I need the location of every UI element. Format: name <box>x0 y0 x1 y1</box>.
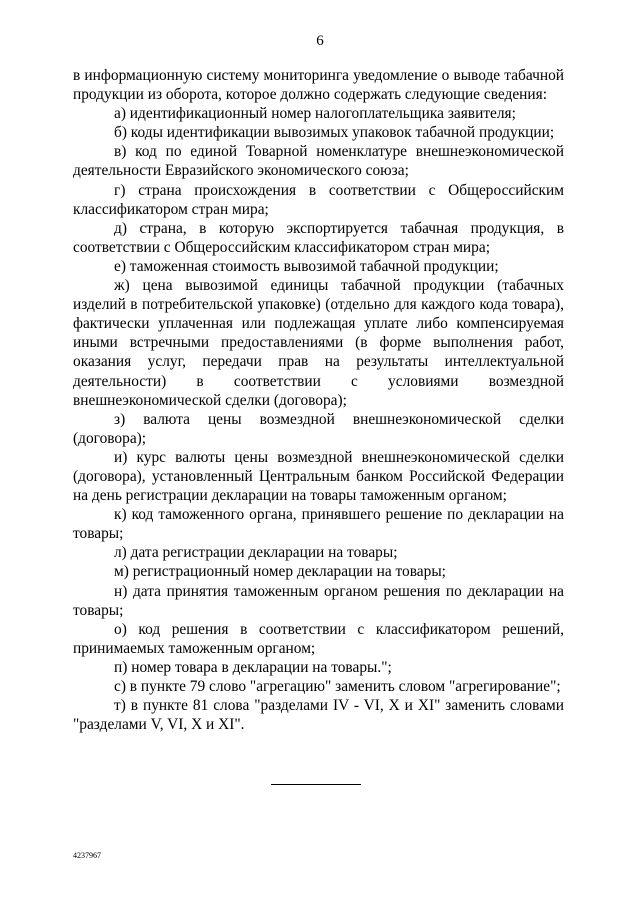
list-item-l: л) дата регистрации декларации на товары; <box>114 544 398 562</box>
list-item-zh: ж) цена вывозимой единицы табачной продукции (табачных изделий в потребительской упаковке) (отдельно для каждого кода товара), фактически уплаченная или подлежащая уплате либо компенсируемая иными встречными предоставлениями (в форме выполнения работ, оказания услуг, передачи прав на результаты интеллектуальной деятельности) в соответствии с условиями возмездной внешнеэкономической сделки (договора); <box>73 277 564 409</box>
document-body <box>73 66 564 734</box>
list-item-p: п) номер товара в декларации на товары."; <box>114 658 392 676</box>
list-item-a: а) идентификационный номер налогоплательщика заявителя; <box>114 105 516 123</box>
list-item-m: м) регистрационный номер декларации на товары; <box>114 563 446 581</box>
list-item-o: о) код решения в соответствии с классификатором решений, принимаемых таможенным органом; <box>73 620 564 657</box>
list-item-s: с) в пункте 79 слово "агрегацию" заменить словом "агрегирование"; <box>114 678 561 695</box>
list-item-b: б) коды идентификации вывозимых упаковок табачной продукции; <box>114 124 555 142</box>
list-item-i: и) курс валюты цены возмездной внешнеэкономической сделки (договора), установленный Центральным банком Российской Федерации на день регистрации декларации на товары таможенным органом; <box>73 448 564 505</box>
list-item-v: в) код по единой Товарной номенклатуре внешнеэкономической деятельности Евразийского экономического союза; <box>73 143 564 180</box>
list-item-z: з) валюта цены возмездной внешнеэкономической сделки (договора); <box>73 410 564 447</box>
document-code: 4237967 <box>73 851 101 860</box>
list-item-n: н) дата принятия таможенным органом решения по декларации на товары; <box>73 582 564 619</box>
list-item-g: г) страна происхождения в соответствии с Общероссийским классификатором стран мира; <box>73 181 564 218</box>
list-item-k: к) код таможенного органа, принявшего решение по декларации на товары; <box>73 506 564 543</box>
end-separator-line <box>271 784 361 785</box>
page-number: 6 <box>316 33 324 49</box>
list-item-d: д) страна, в которую экспортируется табачная продукция, в соответствии с Общероссийским классификатором стран мира; <box>73 219 564 256</box>
list-item-t: т) в пункте 81 слова "разделами IV - VI, X и XI" заменить словами "разделами V, VI, X и XI". <box>73 697 564 734</box>
list-item-e: е) таможенная стоимость вывозимой табачной продукции; <box>114 257 499 275</box>
paragraph-intro: в информационную систему мониторинга уведомление о выводе табачной продукции из оборота, которое должно содержать следующие сведения: <box>73 67 564 104</box>
